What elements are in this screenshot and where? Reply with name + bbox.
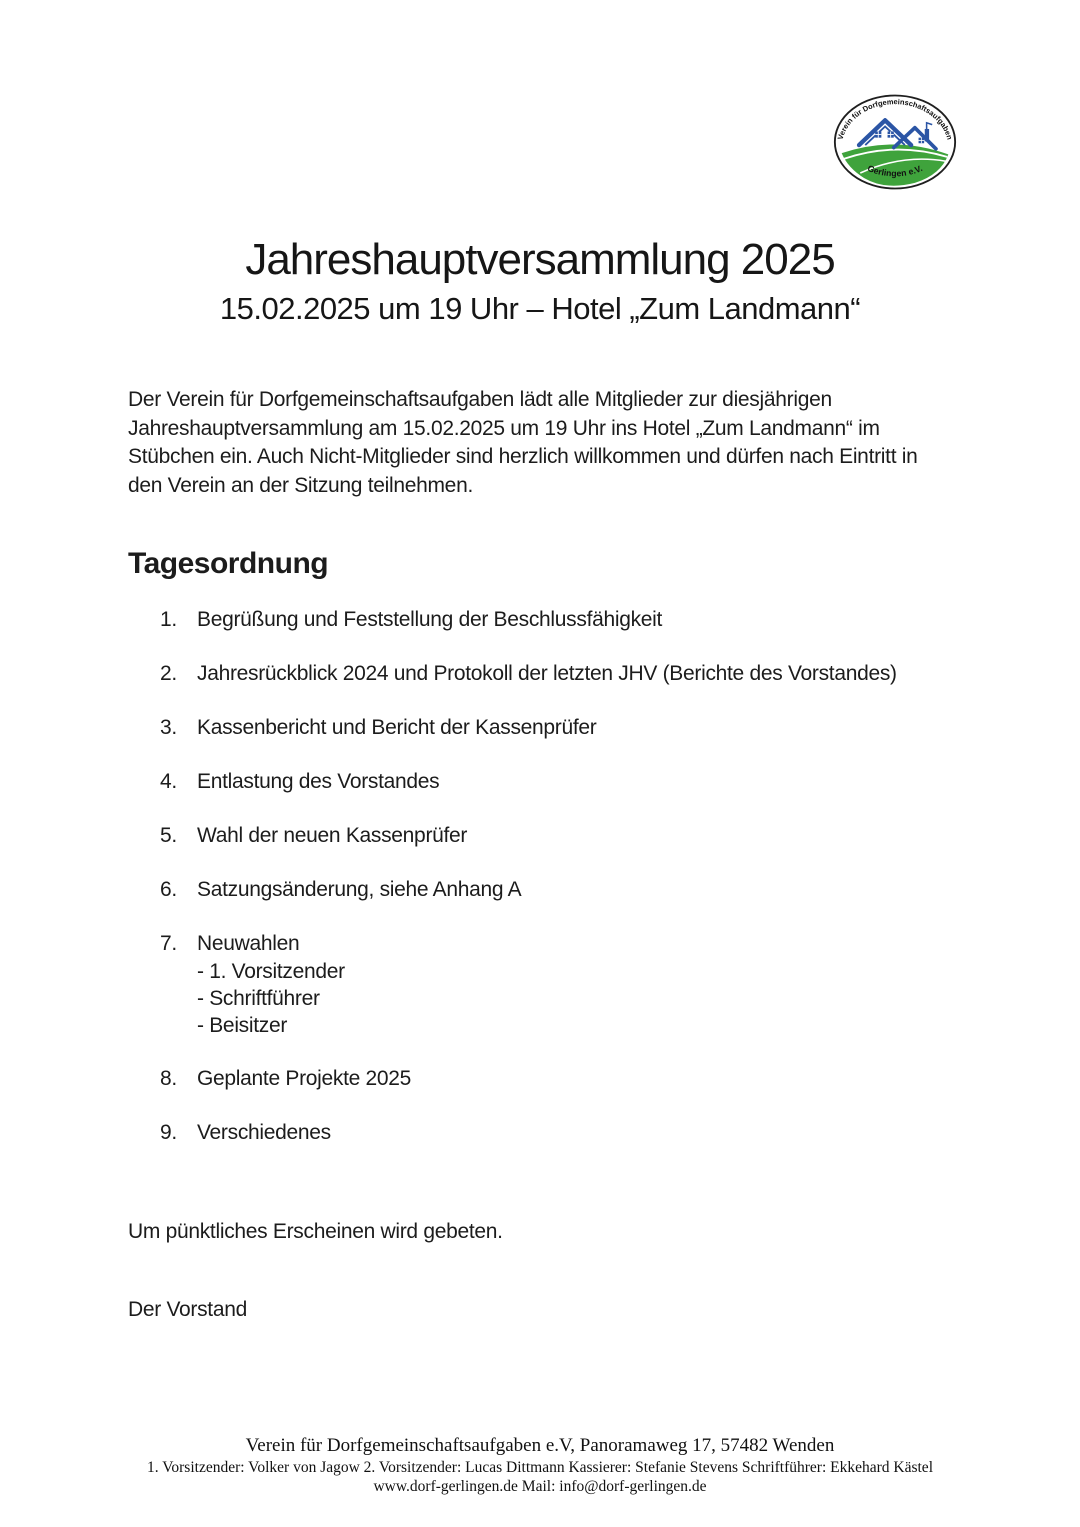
agenda-item-text-main: Begrüßung und Feststellung der Beschlussfähigkeit: [197, 608, 663, 631]
agenda-item-text-main: Entlastung des Vorstandes: [197, 770, 440, 793]
footer-contact: www.dorf-gerlingen.de Mail: info@dorf-gerlingen.de: [373, 1478, 707, 1495]
agenda-item-text-main: Satzungsänderung, siehe Anhang A: [197, 878, 522, 901]
footer-address: Verein für Dorfgemeinschaftsaufgaben e.V, Panoramaweg 17, 57482 Wenden: [245, 1435, 835, 1456]
agenda-item-number: 1.: [160, 608, 177, 631]
agenda-item: [160, 606, 950, 634]
agenda-item-number: 7.: [160, 932, 177, 955]
agenda-item-number: 4.: [160, 770, 177, 793]
agenda-item: [160, 822, 950, 850]
agenda-subitem: - Beisitzer: [197, 1014, 288, 1037]
agenda-item-text-main: Kassenbericht und Bericht der Kassenprüfer: [197, 716, 597, 739]
agenda-item-number: 9.: [160, 1121, 177, 1144]
agenda-item: [160, 714, 950, 742]
page-subtitle: 15.02.2025 um 19 Uhr – Hotel „Zum Landmann“: [219, 291, 861, 326]
logo-chimney: [925, 129, 929, 141]
agenda-item-text: [197, 822, 467, 850]
club-logo: [833, 93, 957, 191]
agenda-item-number: 8.: [160, 1067, 177, 1090]
agenda-item-number: 6.: [160, 878, 177, 901]
agenda-item-text: [197, 714, 596, 742]
agenda-list: [160, 606, 950, 1173]
agenda-item: [160, 1119, 950, 1147]
agenda-item: [160, 1065, 950, 1093]
agenda-heading: Tagesordnung: [128, 547, 329, 580]
logo-top-text: Verein für Dorfgemeinschaftsaufgaben: [835, 97, 955, 141]
agenda-item: [160, 876, 950, 904]
logo-bottom-text: Gerlingen e.V.: [866, 162, 924, 179]
agenda-item-number: 2.: [160, 662, 177, 685]
agenda-item-number: 3.: [160, 716, 177, 739]
agenda-item-text: [197, 768, 439, 796]
agenda-item-text: [197, 930, 345, 1039]
agenda-item-number: 5.: [160, 824, 177, 847]
page-title: Jahreshauptversammlung 2025: [245, 235, 835, 284]
agenda-item: [160, 660, 950, 688]
agenda-item-text-main: Geplante Projekte 2025: [197, 1067, 412, 1090]
agenda-item-text-main: Neuwahlen: [197, 932, 300, 955]
agenda-item-text: [197, 1119, 331, 1147]
intro-paragraph: Der Verein für Dorfgemeinschaftsaufgaben lädt alle Mitglieder zur diesjährigen Jahreshauptversammlung am 15.02.2025 um 19 Uhr ins Hotel „Zum Landmann“ im Stübchen ein. Auch Nicht-Mitglieder sind herzlich willkommen und dürfen nach Eintritt in den Verein an der Sitzung teilnehmen.: [128, 388, 918, 497]
agenda-subitem: - Schriftführer: [197, 987, 320, 1010]
signature-line: Der Vorstand: [128, 1298, 247, 1321]
agenda-item-text-main: Wahl der neuen Kassenprüfer: [197, 824, 468, 847]
agenda-item-text-main: Jahresrückblick 2024 und Protokoll der letzten JHV (Berichte des Vorstandes): [197, 662, 897, 685]
agenda-item-text: [197, 876, 521, 904]
page-footer: [0, 1434, 1080, 1496]
agenda-item: [160, 768, 950, 796]
agenda-item: [160, 930, 950, 1039]
agenda-item-text: [197, 660, 897, 688]
agenda-item-text: [197, 1065, 411, 1093]
closing-note: Um pünktliches Erscheinen wird gebeten.: [128, 1220, 503, 1243]
agenda-subitem: - 1. Vorsitzender: [197, 960, 345, 983]
title-block: [0, 234, 1080, 328]
agenda-item-text-main: Verschiedenes: [197, 1121, 331, 1144]
footer-board-members: 1. Vorsitzender: Volker von Jagow 2. Vorsitzender: Lucas Dittmann Kassierer: Stefanie Stevens Schriftführer: Ekkehard Kästel: [146, 1459, 933, 1476]
agenda-item-text: [197, 606, 662, 634]
